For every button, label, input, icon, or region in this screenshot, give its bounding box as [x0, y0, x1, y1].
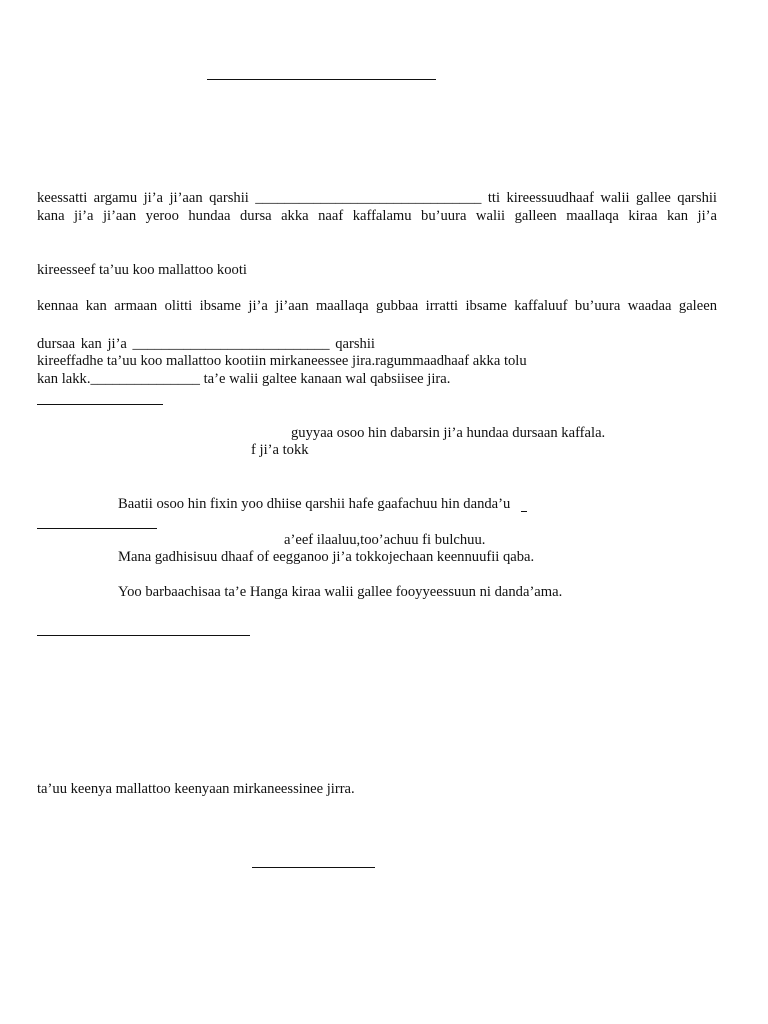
- paragraph-4-line-3: kan lakk._______________ ta’e walii galtee kanaan wal qabsiisee jira.: [37, 371, 451, 387]
- list-2-item-2: Mana gadhisisuu dhaaf of eegganoo ji’a tokkojechaan keennuufii qaba.: [118, 549, 535, 565]
- signature-line: [252, 867, 375, 868]
- paragraph-4-line-2: kireeffadhe ta’uu koo mallattoo kootiin mirkaneessee jira.ragummaadhaaf akka tolu: [37, 353, 527, 369]
- list-1-item-2: guyyaa osoo hin dabarsin ji’a hundaa dursaan kaffala.: [291, 425, 606, 441]
- paragraph-3-line-1: kennaa kan armaan olitti ibsame ji’a ji’aan maallaqa gubbaa irratti ibsame kaffaluuf bu’uura waadaa galeen: [37, 298, 717, 314]
- closing-statement: ta’uu keenya mallattoo keenyaan mirkaneessinee jirra.: [37, 781, 355, 797]
- section-2-heading-rule: [37, 528, 157, 529]
- paragraph-1-line-2: kana ji’a ji’aan yeroo hundaa dursa akka naaf kaffalamu bu’uura walii galleen maallaqa kiraa kan ji’a: [37, 208, 717, 224]
- list-1-item-3: f ji’a tokk: [251, 442, 309, 458]
- list-1-item-6: Baatii osoo hin fixin yoo dhiise qarshii hafe gaafachuu hin danda’u: [118, 496, 511, 512]
- list-2-item-4: Yoo barbaachisaa ta’e Hanga kiraa walii gallee fooyyeessuun ni danda’ama.: [118, 584, 563, 600]
- paragraph-4-line-1: dursaa kan ji’a ___________________________ qarshii: [37, 336, 375, 352]
- title-underline: [207, 79, 436, 80]
- section-3-heading-rule: [37, 635, 250, 636]
- paragraph-2-line-1: kireesseef ta’uu koo mallattoo kooti: [37, 262, 247, 278]
- list-1-item-6-underline: [521, 511, 527, 512]
- list-2-item-1: a’eef ilaaluu,too’achuu fi bulchuu.: [284, 532, 486, 548]
- paragraph-1-line-1: keessatti argamu ji’a ji’aan qarshii _______________________________ tti kireessuudhaaf walii gallee qarshii: [37, 190, 717, 206]
- section-1-heading-rule: [37, 404, 163, 405]
